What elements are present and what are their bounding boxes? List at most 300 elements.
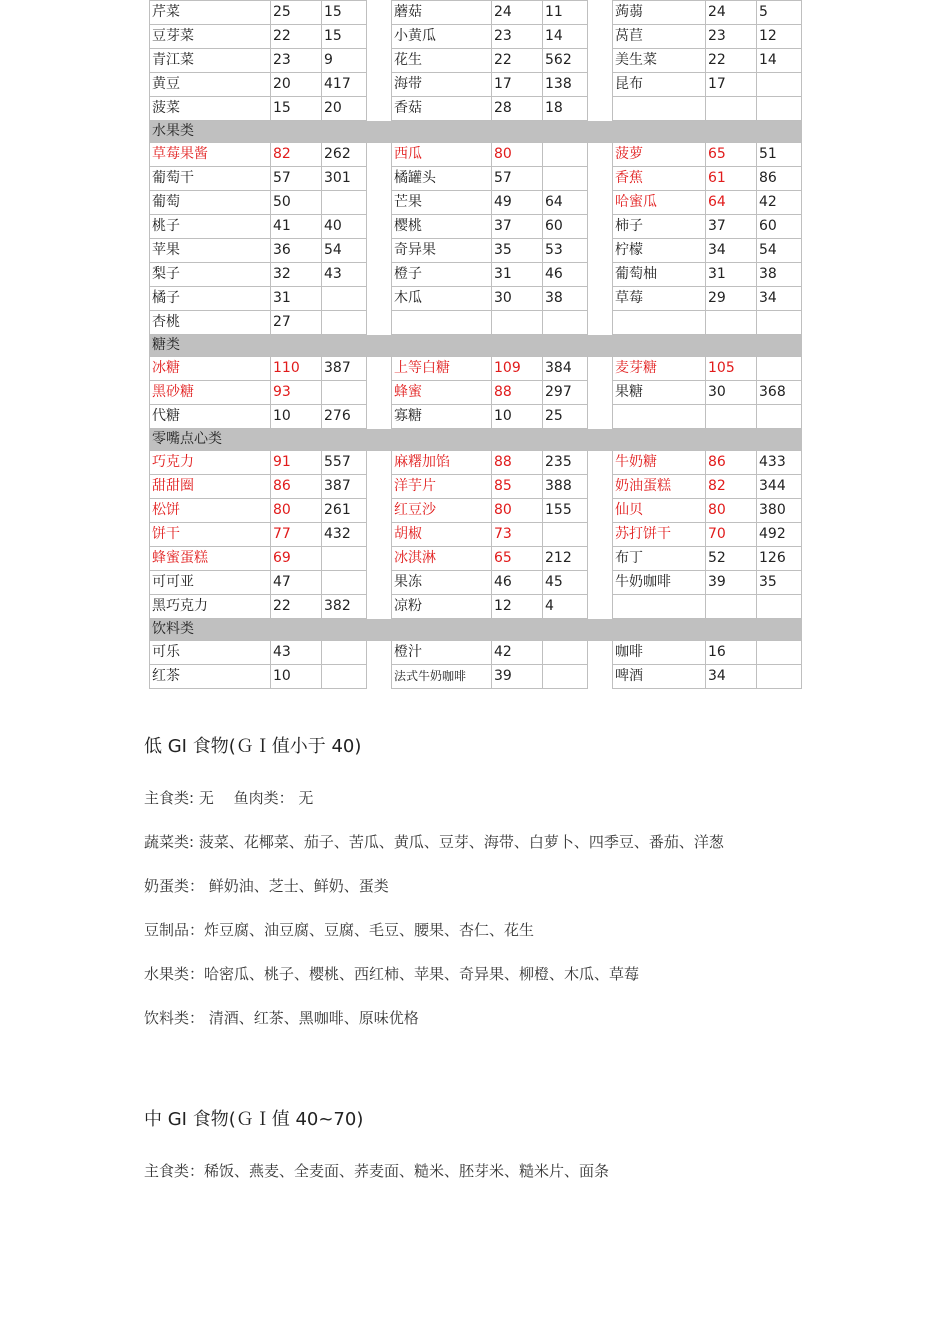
gi-value-cell: 80	[492, 499, 543, 523]
food-name-cell: 莴苣	[613, 25, 706, 49]
table-row	[150, 1, 802, 25]
calorie-cell: 261	[322, 499, 367, 523]
column-gap	[588, 499, 613, 523]
calorie-cell: 492	[757, 523, 802, 547]
gi-value-cell: 24	[706, 1, 757, 25]
table-row	[150, 499, 802, 523]
gi-value-cell: 47	[271, 571, 322, 595]
gi-value-cell: 85	[492, 475, 543, 499]
gi-value-cell: 110	[271, 357, 322, 381]
gi-value-cell: 10	[492, 405, 543, 429]
gi-value-cell: 86	[706, 451, 757, 475]
food-name-cell: 橘子	[150, 287, 271, 311]
food-list-line: 主食类：稀饭、燕麦、全麦面、荞麦面、糙米、胚芽米、糙米片、面条	[144, 1162, 610, 1180]
column-gap	[588, 73, 613, 97]
calorie-cell	[543, 641, 588, 665]
column-gap	[367, 405, 392, 429]
column-gap	[588, 311, 613, 335]
calorie-cell: 20	[322, 97, 367, 121]
column-gap	[588, 263, 613, 287]
column-gap	[367, 97, 392, 121]
calorie-cell	[543, 143, 588, 167]
column-gap	[367, 287, 392, 311]
gi-value-cell: 69	[271, 547, 322, 571]
calorie-cell: 388	[543, 475, 588, 499]
food-name-cell: 奶油蛋糕	[613, 475, 706, 499]
table-row	[150, 405, 802, 429]
gi-value-cell: 57	[271, 167, 322, 191]
calorie-cell: 53	[543, 239, 588, 263]
food-name-cell: 芹菜	[150, 1, 271, 25]
column-gap	[588, 571, 613, 595]
food-name-cell: 葡萄	[150, 191, 271, 215]
calorie-cell: 51	[757, 143, 802, 167]
column-gap	[588, 49, 613, 73]
food-list-line: 饮料类： 清酒、红茶、黑咖啡、原味优格	[144, 1009, 419, 1027]
food-name-cell: 红豆沙	[392, 499, 492, 523]
calorie-cell: 368	[757, 381, 802, 405]
food-name-cell: 柠檬	[613, 239, 706, 263]
table-row	[150, 263, 802, 287]
food-name-cell: 黑巧克力	[150, 595, 271, 619]
table-row	[150, 311, 802, 335]
column-gap	[367, 451, 392, 475]
gi-value-cell: 34	[706, 665, 757, 689]
gi-section	[144, 730, 864, 1040]
food-name-cell: 菠菜	[150, 97, 271, 121]
food-name-cell: 花生	[392, 49, 492, 73]
food-name-cell: 葡萄干	[150, 167, 271, 191]
column-gap	[588, 523, 613, 547]
food-name-cell: 黑砂糖	[150, 381, 271, 405]
food-name-cell: 仙贝	[613, 499, 706, 523]
calorie-cell	[543, 523, 588, 547]
calorie-cell	[543, 665, 588, 689]
column-gap	[367, 381, 392, 405]
food-name-cell	[613, 311, 706, 335]
gi-value-cell: 61	[706, 167, 757, 191]
gi-value-cell: 64	[706, 191, 757, 215]
calorie-cell: 276	[322, 405, 367, 429]
table-row	[150, 523, 802, 547]
calorie-cell: 380	[757, 499, 802, 523]
food-name-cell: 奇异果	[392, 239, 492, 263]
table-row	[150, 665, 802, 689]
food-list-line: 蔬菜类: 菠菜、花椰菜、茄子、苦瓜、黄瓜、豆芽、海带、白萝卜、四季豆、番茄、洋葱	[144, 833, 724, 851]
gi-value-cell: 23	[271, 49, 322, 73]
table-row	[150, 191, 802, 215]
gi-value-cell: 22	[271, 25, 322, 49]
food-name-cell: 桃子	[150, 215, 271, 239]
gi-table-body	[150, 1, 802, 689]
gi-value-cell: 105	[706, 357, 757, 381]
food-name-cell: 小黄瓜	[392, 25, 492, 49]
calorie-cell	[757, 357, 802, 381]
food-name-cell: 草莓	[613, 287, 706, 311]
gi-value-cell: 42	[492, 641, 543, 665]
food-name-cell: 樱桃	[392, 215, 492, 239]
calorie-cell: 235	[543, 451, 588, 475]
gi-value-cell: 57	[492, 167, 543, 191]
food-name-cell: 寡糖	[392, 405, 492, 429]
column-gap	[588, 641, 613, 665]
gi-value-cell: 32	[271, 263, 322, 287]
column-gap	[588, 191, 613, 215]
gi-value-cell: 22	[271, 595, 322, 619]
gi-sections	[144, 730, 864, 1193]
gi-value-cell: 86	[271, 475, 322, 499]
food-list-line: 主食类: 无 鱼肉类： 无	[144, 789, 314, 807]
column-gap	[588, 1, 613, 25]
table-row	[150, 215, 802, 239]
calorie-cell: 54	[757, 239, 802, 263]
food-list-line: 水果类：哈密瓜、桃子、樱桃、西红柿、苹果、奇异果、柳橙、木瓜、草莓	[144, 965, 640, 983]
calorie-cell	[757, 595, 802, 619]
calorie-cell: 212	[543, 547, 588, 571]
gi-value-cell: 43	[271, 641, 322, 665]
gi-value-cell: 73	[492, 523, 543, 547]
gi-food-table	[149, 0, 802, 689]
calorie-cell: 38	[543, 287, 588, 311]
table-row	[150, 381, 802, 405]
calorie-cell: 382	[322, 595, 367, 619]
food-name-cell: 蒟蒻	[613, 1, 706, 25]
food-name-cell: 木瓜	[392, 287, 492, 311]
gi-value-cell: 82	[271, 143, 322, 167]
calorie-cell: 40	[322, 215, 367, 239]
column-gap	[367, 73, 392, 97]
food-name-cell: 蜂蜜蛋糕	[150, 547, 271, 571]
calorie-cell: 11	[543, 1, 588, 25]
calorie-cell: 38	[757, 263, 802, 287]
food-name-cell: 杏桃	[150, 311, 271, 335]
calorie-cell	[322, 665, 367, 689]
calorie-cell: 14	[757, 49, 802, 73]
column-gap	[367, 571, 392, 595]
food-name-cell: 巧克力	[150, 451, 271, 475]
column-gap	[588, 595, 613, 619]
food-name-cell: 橘罐头	[392, 167, 492, 191]
food-name-cell	[613, 97, 706, 121]
food-name-cell: 甜甜圈	[150, 475, 271, 499]
calorie-cell: 4	[543, 595, 588, 619]
table-row	[150, 143, 802, 167]
food-name-cell: 西瓜	[392, 143, 492, 167]
table-row	[150, 97, 802, 121]
food-name-cell: 草莓果酱	[150, 143, 271, 167]
food-name-cell: 牛奶糖	[613, 451, 706, 475]
gi-value-cell: 65	[706, 143, 757, 167]
calorie-cell	[543, 311, 588, 335]
calorie-cell: 60	[543, 215, 588, 239]
gi-value-cell: 80	[271, 499, 322, 523]
gi-value-cell: 46	[492, 571, 543, 595]
gi-value-cell: 37	[706, 215, 757, 239]
section-title: 低 GI 食物(ＧＩ值小于 40)	[144, 736, 362, 757]
food-name-cell: 海带	[392, 73, 492, 97]
gi-value-cell	[706, 595, 757, 619]
calorie-cell: 5	[757, 1, 802, 25]
gi-value-cell: 39	[706, 571, 757, 595]
gi-value-cell: 31	[271, 287, 322, 311]
food-name-cell: 香菇	[392, 97, 492, 121]
food-name-cell: 苹果	[150, 239, 271, 263]
table-row	[150, 287, 802, 311]
calorie-cell: 432	[322, 523, 367, 547]
gi-value-cell: 23	[492, 25, 543, 49]
gi-value-cell: 109	[492, 357, 543, 381]
gi-value-cell: 88	[492, 381, 543, 405]
column-gap	[588, 287, 613, 311]
gi-value-cell: 70	[706, 523, 757, 547]
category-row	[150, 429, 802, 451]
food-name-cell: 胡椒	[392, 523, 492, 547]
food-name-cell	[613, 595, 706, 619]
food-name-cell: 柿子	[613, 215, 706, 239]
calorie-cell	[757, 97, 802, 121]
food-name-cell: 青江菜	[150, 49, 271, 73]
gi-value-cell: 80	[492, 143, 543, 167]
column-gap	[367, 1, 392, 25]
food-name-cell: 可可亚	[150, 571, 271, 595]
calorie-cell: 60	[757, 215, 802, 239]
food-name-cell: 代糖	[150, 405, 271, 429]
gi-value-cell: 16	[706, 641, 757, 665]
food-name-cell: 饼干	[150, 523, 271, 547]
column-gap	[367, 595, 392, 619]
food-name-cell: 牛奶咖啡	[613, 571, 706, 595]
gi-value-cell: 88	[492, 451, 543, 475]
column-gap	[367, 311, 392, 335]
column-gap	[367, 523, 392, 547]
food-name-cell: 橙汁	[392, 641, 492, 665]
table-row	[150, 357, 802, 381]
calorie-cell	[322, 571, 367, 595]
food-name-cell: 葡萄柚	[613, 263, 706, 287]
calorie-cell: 34	[757, 287, 802, 311]
food-name-cell: 蜂蜜	[392, 381, 492, 405]
food-name-cell	[392, 311, 492, 335]
title-spacer	[144, 764, 864, 776]
section-title: 中 GI 食物(ＧＩ值 40~70)	[144, 1109, 364, 1130]
column-gap	[367, 239, 392, 263]
calorie-cell: 9	[322, 49, 367, 73]
food-name-cell: 红茶	[150, 665, 271, 689]
gi-value-cell: 39	[492, 665, 543, 689]
calorie-cell	[757, 73, 802, 97]
gi-value-cell: 50	[271, 191, 322, 215]
food-name-cell: 哈蜜瓜	[613, 191, 706, 215]
gi-value-cell: 28	[492, 97, 543, 121]
category-label: 糖类	[150, 335, 802, 357]
food-name-cell: 黄豆	[150, 73, 271, 97]
calorie-cell: 45	[543, 571, 588, 595]
food-name-cell	[613, 405, 706, 429]
food-name-cell: 梨子	[150, 263, 271, 287]
food-name-cell: 松饼	[150, 499, 271, 523]
calorie-cell: 262	[322, 143, 367, 167]
column-gap	[367, 167, 392, 191]
calorie-cell: 433	[757, 451, 802, 475]
calorie-cell	[757, 665, 802, 689]
calorie-cell: 18	[543, 97, 588, 121]
calorie-cell: 43	[322, 263, 367, 287]
gi-value-cell: 10	[271, 665, 322, 689]
food-name-cell: 蘑菇	[392, 1, 492, 25]
calorie-cell: 562	[543, 49, 588, 73]
calorie-cell	[757, 311, 802, 335]
calorie-cell: 54	[322, 239, 367, 263]
gi-value-cell: 77	[271, 523, 322, 547]
gi-value-cell: 80	[706, 499, 757, 523]
calorie-cell: 344	[757, 475, 802, 499]
gi-value-cell: 15	[271, 97, 322, 121]
gi-value-cell: 65	[492, 547, 543, 571]
gi-value-cell: 93	[271, 381, 322, 405]
table-row	[150, 25, 802, 49]
calorie-cell: 384	[543, 357, 588, 381]
gi-value-cell: 31	[706, 263, 757, 287]
gi-value-cell: 25	[271, 1, 322, 25]
column-gap	[367, 143, 392, 167]
food-name-cell: 橙子	[392, 263, 492, 287]
calorie-cell	[322, 381, 367, 405]
gi-value-cell: 52	[706, 547, 757, 571]
column-gap	[367, 215, 392, 239]
gi-value-cell: 10	[271, 405, 322, 429]
title-spacer	[144, 1137, 864, 1149]
calorie-cell: 15	[322, 25, 367, 49]
column-gap	[588, 357, 613, 381]
gi-value-cell: 35	[492, 239, 543, 263]
gi-value-cell: 29	[706, 287, 757, 311]
calorie-cell: 46	[543, 263, 588, 287]
gi-value-cell: 91	[271, 451, 322, 475]
food-name-cell: 芒果	[392, 191, 492, 215]
food-name-cell: 咖啡	[613, 641, 706, 665]
column-gap	[367, 475, 392, 499]
column-gap	[367, 263, 392, 287]
table-row	[150, 451, 802, 475]
column-gap	[367, 25, 392, 49]
gi-value-cell: 12	[492, 595, 543, 619]
calorie-cell: 138	[543, 73, 588, 97]
column-gap	[588, 665, 613, 689]
gi-value-cell: 17	[706, 73, 757, 97]
column-gap	[367, 547, 392, 571]
gi-value-cell: 24	[492, 1, 543, 25]
calorie-cell: 557	[322, 451, 367, 475]
gi-value-cell: 17	[492, 73, 543, 97]
gi-value-cell: 27	[271, 311, 322, 335]
column-gap	[367, 191, 392, 215]
calorie-cell: 387	[322, 475, 367, 499]
food-name-cell: 啤酒	[613, 665, 706, 689]
food-name-cell: 香蕉	[613, 167, 706, 191]
calorie-cell	[757, 405, 802, 429]
food-list-line: 豆制品：炸豆腐、油豆腐、豆腐、毛豆、腰果、杏仁、花生	[144, 921, 535, 939]
gi-value-cell: 34	[706, 239, 757, 263]
column-gap	[588, 381, 613, 405]
calorie-cell: 25	[543, 405, 588, 429]
table-row	[150, 239, 802, 263]
column-gap	[367, 641, 392, 665]
calorie-cell: 417	[322, 73, 367, 97]
gi-value-cell	[706, 311, 757, 335]
food-name-cell: 昆布	[613, 73, 706, 97]
category-label: 水果类	[150, 121, 802, 143]
gi-value-cell: 30	[492, 287, 543, 311]
calorie-cell	[322, 311, 367, 335]
column-gap	[367, 357, 392, 381]
column-gap	[588, 547, 613, 571]
food-name-cell: 凉粉	[392, 595, 492, 619]
calorie-cell	[757, 641, 802, 665]
table-row	[150, 571, 802, 595]
category-row	[150, 619, 802, 641]
calorie-cell	[322, 287, 367, 311]
table-row	[150, 49, 802, 73]
column-gap	[588, 475, 613, 499]
category-label: 饮料类	[150, 619, 802, 641]
calorie-cell: 14	[543, 25, 588, 49]
food-name-cell: 苏打饼干	[613, 523, 706, 547]
food-name-cell: 上等白糖	[392, 357, 492, 381]
column-gap	[588, 167, 613, 191]
food-name-cell: 美生菜	[613, 49, 706, 73]
column-gap	[588, 451, 613, 475]
calorie-cell: 86	[757, 167, 802, 191]
gi-value-cell: 49	[492, 191, 543, 215]
gi-value-cell: 22	[492, 49, 543, 73]
category-label: 零嘴点心类	[150, 429, 802, 451]
gi-value-cell: 37	[492, 215, 543, 239]
calorie-cell	[322, 191, 367, 215]
food-name-cell: 麦芽糖	[613, 357, 706, 381]
gi-value-cell: 23	[706, 25, 757, 49]
column-gap	[588, 25, 613, 49]
calorie-cell: 15	[322, 1, 367, 25]
calorie-cell	[322, 547, 367, 571]
gi-value-cell	[706, 97, 757, 121]
column-gap	[367, 49, 392, 73]
column-gap	[588, 239, 613, 263]
gi-value-cell: 41	[271, 215, 322, 239]
food-name-cell: 果冻	[392, 571, 492, 595]
table-row	[150, 73, 802, 97]
food-name-cell: 果糖	[613, 381, 706, 405]
food-name-cell: 洋芋片	[392, 475, 492, 499]
table-row	[150, 595, 802, 619]
food-name-cell: 布丁	[613, 547, 706, 571]
table-row	[150, 547, 802, 571]
gi-value-cell: 20	[271, 73, 322, 97]
food-name-cell: 可乐	[150, 641, 271, 665]
calorie-cell: 297	[543, 381, 588, 405]
gi-section	[144, 1103, 864, 1193]
calorie-cell: 155	[543, 499, 588, 523]
gi-value-cell: 30	[706, 381, 757, 405]
category-row	[150, 121, 802, 143]
calorie-cell: 126	[757, 547, 802, 571]
category-row	[150, 335, 802, 357]
gi-value-cell: 36	[271, 239, 322, 263]
calorie-cell: 35	[757, 571, 802, 595]
column-gap	[367, 499, 392, 523]
column-gap	[367, 665, 392, 689]
calorie-cell	[543, 167, 588, 191]
food-name-cell: 豆芽菜	[150, 25, 271, 49]
